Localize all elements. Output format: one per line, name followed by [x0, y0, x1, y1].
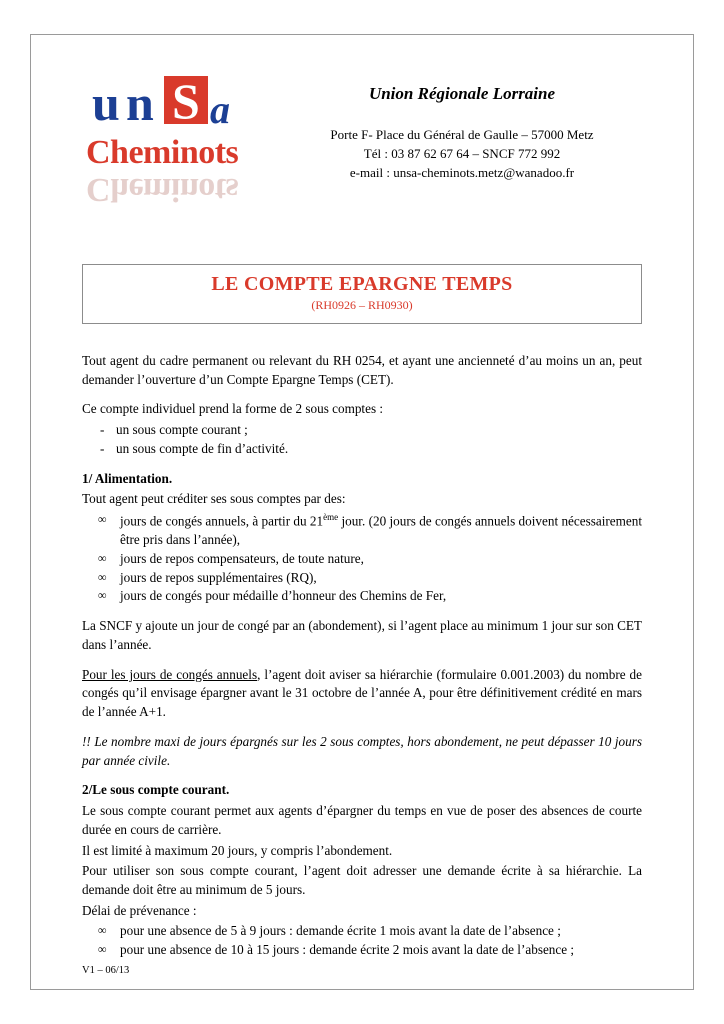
paragraph-rest: , l’agent doit aviser sa hiérarchie (formulaire 0.001.2003) du nombre de congés qu’il envisage épargner avant le 31 octobre de l’année A, pour être définitivement crédité en mars de l’année A+1. — [82, 666, 642, 720]
list-item-text-pre: jours de congés annuels, à partir du 21 — [120, 513, 324, 529]
document-body — [82, 352, 642, 960]
list-item-text-post: jour. (20 jours de congés annuels doivent nécessairement être pris dans l’année), — [120, 513, 642, 548]
list-item: - un sous compte de fin d’activité. — [82, 440, 642, 459]
section1-lead: Tout agent peut créditer ses sous comptes par des: — [82, 491, 346, 507]
intro-paragraph: Tout agent du cadre permanent ou relevant du RH 0254, et ayant une ancienneté d’au moins un an, peut demander l’ouverture d’un Compte Epargne Temps (CET). — [82, 353, 642, 387]
header-org-info — [282, 62, 642, 183]
unsa-cheminots-logo — [82, 62, 282, 206]
org-email: e-mail : unsa-cheminots.metz@wanadoo.fr — [349, 164, 575, 180]
page-content — [30, 34, 694, 960]
page-title: LE COMPTE EPARGNE TEMPS — [211, 273, 513, 295]
list-item: - un sous compte courant ; — [82, 421, 642, 440]
section2-para3: Pour utiliser son sous compte courant, l’agent doit adresser une demande écrite à sa hiérarchie. La demande doit être au minimum de 5 jours. — [82, 863, 642, 898]
logo-wordmark-reflection: Cheminots — [86, 171, 239, 208]
structure-lead: Ce compte individuel prend la forme de 2 sous comptes : — [82, 401, 384, 417]
document-title-box — [82, 264, 642, 324]
section2-para1: Le sous compte courant permet aux agents d’épargner du temps en vue de poser des absences de courte durée en cours de carrière. — [82, 803, 642, 837]
section2-para2: Il est limité à maximum 20 jours, y compris l’abondement. — [82, 842, 393, 858]
section1-conges-annuels — [82, 666, 642, 722]
logo-letters — [82, 72, 282, 134]
structure-list — [82, 421, 642, 458]
section1-heading: 1/ Alimentation. — [82, 470, 173, 486]
list-item: ∞ jours de repos supplémentaires (RQ), — [82, 569, 642, 588]
underlined-phrase: Pour les jours de congés annuels — [82, 666, 258, 682]
org-title: Union Régionale Lorraine — [368, 84, 556, 103]
list-item: ∞ jours de congés pour médaille d’honneur des Chemins de Fer, — [82, 587, 642, 606]
list-item — [82, 511, 642, 550]
section2-heading: 2/Le sous compte courant. — [82, 782, 230, 798]
org-phone: Tél : 03 87 62 67 64 – SNCF 772 992 — [363, 145, 561, 161]
page-subtitle: (RH0926 – RH0930) — [311, 298, 413, 312]
section2-para4: Délai de prévenance : — [82, 902, 197, 918]
logo-letter-n: n — [126, 75, 154, 131]
list-item: ∞ pour une absence de 5 à 9 jours : demande écrite 1 mois avant la date de l’absence ; — [82, 922, 642, 941]
logo-wordmark: Cheminots — [86, 134, 239, 171]
logo-letter-a: a — [210, 87, 230, 132]
section1-maxi-note: !! Le nombre maxi de jours épargnés sur les 2 sous comptes, hors abondement, ne peut dépasser 10 jours par année civile. — [82, 733, 642, 768]
logo-letter-s: S — [172, 73, 200, 129]
list-item-superscript: ème — [323, 512, 339, 523]
list-item: ∞ jours de repos compensateurs, de toute nature, — [82, 550, 642, 569]
document-header — [82, 62, 642, 212]
document-footer: V1 – 06/13 — [82, 965, 130, 976]
section1-abondement: La SNCF y ajoute un jour de congé par an (abondement), si l’agent place au minimum 1 jour sur son CET dans l’année. — [82, 618, 642, 652]
logo-letter-u: u — [92, 75, 120, 131]
list-item: ∞ pour une absence de 10 à 15 jours : demande écrite 2 mois avant la date de l’absence ; — [82, 941, 642, 960]
org-address: Porte F- Place du Général de Gaulle – 57000 Metz — [330, 127, 594, 142]
section2-list — [82, 922, 642, 959]
section1-list — [82, 511, 642, 606]
